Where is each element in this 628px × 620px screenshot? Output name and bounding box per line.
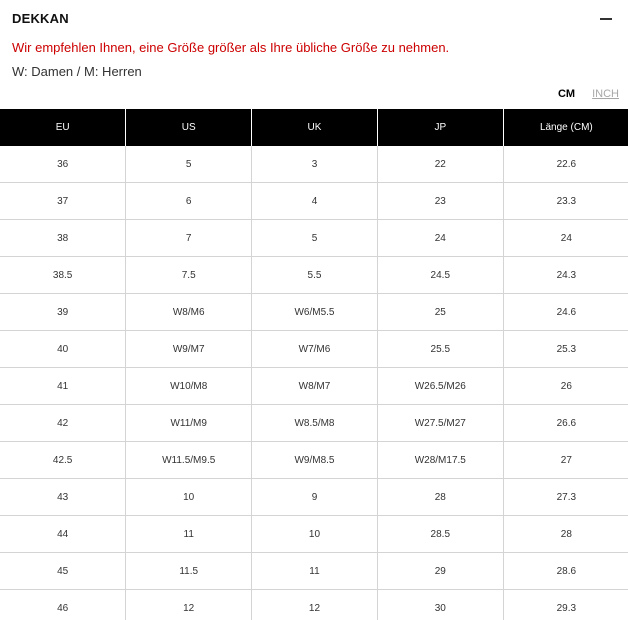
table-cell: 12 bbox=[126, 590, 252, 620]
table-row bbox=[0, 590, 628, 620]
table-row bbox=[0, 220, 628, 257]
table-cell: 7 bbox=[126, 220, 252, 257]
table-cell: W26.5/M26 bbox=[377, 368, 503, 405]
table-cell: 25.5 bbox=[377, 331, 503, 368]
table-cell: W28/M17.5 bbox=[377, 442, 503, 479]
table-row bbox=[0, 516, 628, 553]
panel-header bbox=[12, 10, 620, 28]
gender-legend-text: W: Damen / M: Herren bbox=[12, 64, 142, 79]
table-cell: 39 bbox=[0, 294, 126, 331]
table-cell: 30 bbox=[377, 590, 503, 620]
table-cell: 28.6 bbox=[503, 553, 628, 590]
table-cell: 44 bbox=[0, 516, 126, 553]
table-cell: 45 bbox=[0, 553, 126, 590]
table-cell: 28.5 bbox=[377, 516, 503, 553]
table-cell: 6 bbox=[126, 183, 252, 220]
column-header: EU bbox=[0, 109, 126, 146]
table-cell: W10/M8 bbox=[126, 368, 252, 405]
table-cell: 38.5 bbox=[0, 257, 126, 294]
table-cell: 23.3 bbox=[503, 183, 628, 220]
unit-toggle bbox=[544, 87, 619, 101]
table-cell: W11.5/M9.5 bbox=[126, 442, 252, 479]
table-cell: 24 bbox=[377, 220, 503, 257]
table-cell: 3 bbox=[252, 146, 378, 183]
table-row bbox=[0, 294, 628, 331]
table-cell: W11/M9 bbox=[126, 405, 252, 442]
table-cell: 11 bbox=[252, 553, 378, 590]
table-cell: W9/M8.5 bbox=[252, 442, 378, 479]
table-cell: 41 bbox=[0, 368, 126, 405]
table-cell: 10 bbox=[126, 479, 252, 516]
table-cell: 36 bbox=[0, 146, 126, 183]
table-cell: 12 bbox=[252, 590, 378, 620]
table-body bbox=[0, 146, 628, 620]
unit-inch-link[interactable]: INCH bbox=[592, 88, 619, 100]
table-cell: W6/M5.5 bbox=[252, 294, 378, 331]
table-row bbox=[0, 405, 628, 442]
table-cell: 22 bbox=[377, 146, 503, 183]
table-cell: 5 bbox=[252, 220, 378, 257]
table-row bbox=[0, 331, 628, 368]
table-cell: 29.3 bbox=[503, 590, 628, 620]
column-header: US bbox=[126, 109, 252, 146]
table-cell: 26.6 bbox=[503, 405, 628, 442]
table-cell: 40 bbox=[0, 331, 126, 368]
table-cell: 26 bbox=[503, 368, 628, 405]
table-cell: 25.3 bbox=[503, 331, 628, 368]
table-cell: 42 bbox=[0, 405, 126, 442]
table-cell: 43 bbox=[0, 479, 126, 516]
table-row bbox=[0, 553, 628, 590]
table-cell: 7.5 bbox=[126, 257, 252, 294]
table-cell: 23 bbox=[377, 183, 503, 220]
size-warning-text: Wir empfehlen Ihnen, eine Größe größer als Ihre übliche Größe zu nehmen. bbox=[12, 40, 450, 55]
table-cell: W8.5/M8 bbox=[252, 405, 378, 442]
table-row bbox=[0, 183, 628, 220]
table-cell: 9 bbox=[252, 479, 378, 516]
table-cell: 37 bbox=[0, 183, 126, 220]
table-cell: 24.6 bbox=[503, 294, 628, 331]
table-cell: 29 bbox=[377, 553, 503, 590]
size-table bbox=[0, 109, 628, 620]
table-row bbox=[0, 442, 628, 479]
table-row bbox=[0, 479, 628, 516]
table-cell: 4 bbox=[252, 183, 378, 220]
table-row bbox=[0, 146, 628, 183]
column-header: UK bbox=[252, 109, 378, 146]
table-cell: 22.6 bbox=[503, 146, 628, 183]
table-cell: W8/M6 bbox=[126, 294, 252, 331]
table-cell: W9/M7 bbox=[126, 331, 252, 368]
table-cell: 11.5 bbox=[126, 553, 252, 590]
unit-cm-button[interactable]: CM bbox=[557, 88, 576, 100]
column-header: Länge (CM) bbox=[503, 109, 628, 146]
column-header: JP bbox=[377, 109, 503, 146]
table-cell: 28 bbox=[503, 516, 628, 553]
table-cell: 5 bbox=[126, 146, 252, 183]
table-cell: W7/M6 bbox=[252, 331, 378, 368]
table-cell: 27.3 bbox=[503, 479, 628, 516]
minus-icon[interactable] bbox=[600, 18, 612, 20]
table-row bbox=[0, 257, 628, 294]
table-header-row bbox=[0, 109, 628, 146]
table-cell: 24 bbox=[503, 220, 628, 257]
table-cell: W8/M7 bbox=[252, 368, 378, 405]
table-cell: 28 bbox=[377, 479, 503, 516]
table-cell: W27.5/M27 bbox=[377, 405, 503, 442]
table-cell: 5.5 bbox=[252, 257, 378, 294]
table-cell: 42.5 bbox=[0, 442, 126, 479]
table-row bbox=[0, 368, 628, 405]
table-cell: 25 bbox=[377, 294, 503, 331]
table-cell: 24.5 bbox=[377, 257, 503, 294]
table-cell: 11 bbox=[126, 516, 252, 553]
table-cell: 38 bbox=[0, 220, 126, 257]
table-cell: 24.3 bbox=[503, 257, 628, 294]
table-cell: 27 bbox=[503, 442, 628, 479]
table-cell: 46 bbox=[0, 590, 126, 620]
product-title: DEKKAN bbox=[12, 11, 69, 26]
table-cell: 10 bbox=[252, 516, 378, 553]
